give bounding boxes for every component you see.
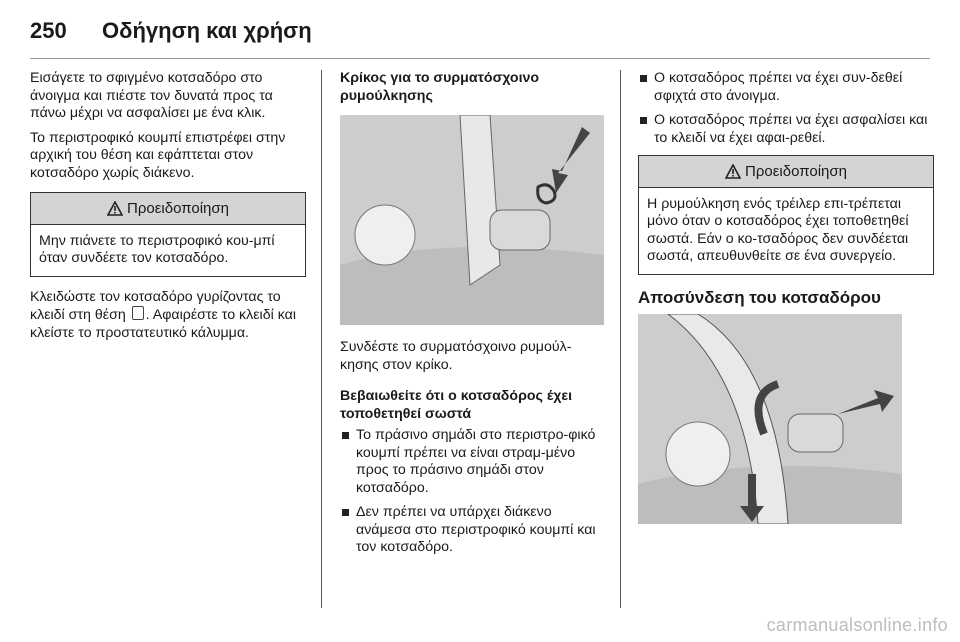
lock-text-a: Κλειδώστε τον κοτσαδόρο γυρίζοντας το κλειδί στη θέση	[30, 288, 281, 323]
warning-title: Προειδοποίηση	[745, 163, 847, 180]
detach-illustration	[638, 314, 902, 524]
section-heading-detach: Αποσύνδεση του κοτσαδόρου	[638, 287, 881, 307]
warning-text: Η ρυμούλκηση ενός τρέιλερ επι-τρέπεται μόνο όταν ο κοτσαδόρος έχει τοποθετηθεί σωστά. Εάν ο κο-τσαδόρος δεν συνδέεται σωστά, απευθυνθείτε σε ένα συνεργείο.	[647, 195, 909, 264]
paragraph-insert: Εισάγετε το σφιγμένο κοτσαδόρο στο άνοιγμα και πιέστε τον δυνατά προς τα πάνω μέχρι να ασφαλίσει με ένα κλικ.	[30, 70, 273, 121]
warning-triangle-icon	[725, 164, 741, 179]
lock-position-icon	[132, 306, 144, 320]
section-heading-towing-eye: Κρίκος για το συρματόσχοινο ρυμούλκησης	[340, 70, 540, 104]
column-3	[638, 70, 934, 524]
page-title: Οδήγηση και χρήση	[102, 18, 312, 43]
list-item: Ο κοτσαδόρος πρέπει να έχει ασφαλίσει και το κλειδί να έχει αφαι-ρεθεί.	[638, 112, 934, 147]
warning-box	[30, 192, 306, 277]
towing-eye-image	[340, 115, 604, 325]
list-item: Το πράσινο σημάδι στο περιστρο-φικό κουμπί πρέπει να είναι στραμ-μένο προς το πράσινο σημάδι στον κοτσαδόρο.	[340, 427, 606, 497]
check-list-continued	[638, 70, 934, 147]
column-1	[30, 70, 306, 349]
warning-text: Μην πιάνετε το περιστροφικό κου-μπί όταν συνδέετε τον κοτσαδόρο.	[39, 232, 275, 266]
section-heading-check: Βεβαιωθείτε ότι ο κοτσαδόρος έχει τοποθετηθεί σωστά	[340, 388, 573, 422]
page-number: 250	[30, 18, 67, 43]
list-item: Ο κοτσαδόρος πρέπει να έχει συν-δεθεί σφιχτά στο άνοιγμα.	[638, 70, 934, 105]
caption-towing-eye: Συνδέστε το συρματόσχοινο ρυμούλ-κησης στον κρίκο.	[340, 339, 572, 373]
warning-header	[31, 193, 305, 225]
column-divider-2	[620, 70, 621, 608]
watermark: carmanualsonline.info	[766, 615, 948, 635]
warning-header	[639, 156, 933, 188]
check-list	[340, 427, 606, 557]
warning-box	[638, 155, 934, 275]
detach-image	[638, 314, 902, 524]
column-divider-1	[321, 70, 322, 608]
paragraph-knob: Το περιστροφικό κουμπί επιστρέφει στην αρχική του θέση και εφάπτεται στον κοτσαδόρο χωρίς διάκενο.	[30, 129, 286, 181]
paragraph-lock	[30, 289, 306, 343]
warning-triangle-icon	[107, 201, 123, 216]
header-rule	[30, 58, 930, 59]
lock-text-b: . Αφαιρέστε το κλειδί και κλείστε το προστατευτικό κάλυμμα.	[30, 307, 296, 341]
list-item: Δεν πρέπει να υπάρχει διάκενο ανάμεσα στο περιστροφικό κουμπί και τον κοτσαδόρο.	[340, 504, 606, 557]
towing-eye-illustration	[340, 115, 604, 325]
column-2	[340, 70, 606, 565]
warning-title: Προειδοποίηση	[127, 200, 229, 217]
